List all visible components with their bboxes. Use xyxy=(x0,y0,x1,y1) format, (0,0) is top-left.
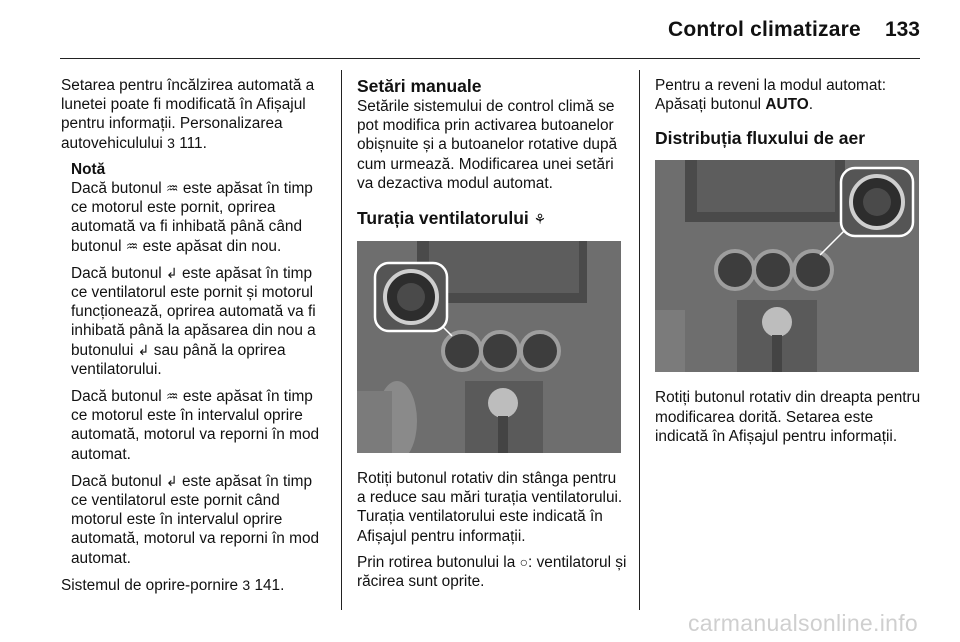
rear-window-defrost-icon: ♒ xyxy=(165,388,179,405)
air-recirculation-icon: ↲ xyxy=(165,472,178,489)
rear-window-defrost-icon: ♒ xyxy=(165,180,179,197)
air-recirculation-icon: ↲ xyxy=(137,341,150,358)
note-paragraph: Dacă butonul ↲ este apăsat în timp ce ventilatorul este pornit când motorul este în intervalul oprire automată, motorul va reporni în mod automat. xyxy=(71,472,320,567)
page-title: Control climatizare xyxy=(668,18,861,41)
paragraph: Rotiți butonul rotativ din dreapta pentru modificarea dorită. Setarea este indicată în Afișajul pentru informații. xyxy=(655,389,921,445)
paragraph: Setarea pentru încălzirea automată a lunetei poate fi modificată în Afișajul pentru informații. Personalizarea autovehiculului 3 111. xyxy=(61,77,315,152)
column-divider xyxy=(341,70,342,610)
off-circle-icon: ○ xyxy=(519,553,529,570)
dashboard-illustration xyxy=(357,241,621,453)
fan-icon: ⚘ xyxy=(533,211,547,228)
page-number: 133 xyxy=(884,18,920,41)
column-middle xyxy=(357,76,627,598)
paragraph: Rotiți butonul rotativ din stânga pentru a reduce sau mări turația ventilatorului. Turația ventilatorului este indicată în Afișajul pentru informații. xyxy=(357,470,623,545)
rear-window-defrost-icon: ♒ xyxy=(125,237,139,254)
reference-arrow-icon: 3 xyxy=(167,134,175,151)
column-left xyxy=(61,76,327,602)
paragraph: Prin rotirea butonului la ○: ventilatorul și răcirea sunt oprite. xyxy=(357,553,627,591)
climate-control-photo-right xyxy=(655,160,919,372)
subsection-heading: Distribuția fluxului de aer xyxy=(655,128,866,149)
paragraph: Sistemul de oprire-pornire 3 141. xyxy=(61,576,285,594)
paragraph: Pentru a reveni la modul automat: Apăsați butonul AUTO. xyxy=(655,77,886,114)
watermark: carmanualsonline.info xyxy=(687,610,918,636)
climate-control-photo-left xyxy=(357,241,621,453)
reference-arrow-icon: 3 xyxy=(242,576,251,593)
note-paragraph: Dacă butonul ↲ este apăsat în timp ce ventilatorul este pornit și motorul funcționează, oprirea automată va fi inhibată până la apăsarea din nou a butonului ↲ sau până la oprirea ventilatorului. xyxy=(71,264,316,378)
section-heading: Setări manuale xyxy=(357,76,482,96)
note-box xyxy=(71,160,327,568)
dashboard-illustration xyxy=(655,160,919,372)
column-divider xyxy=(639,70,640,610)
subsection-heading: Turația ventilatorului ⚘ xyxy=(357,208,547,229)
column-right xyxy=(655,76,923,453)
note-title: Notă xyxy=(71,160,106,178)
paragraph: Setările sistemului de control climă se pot modifica prin activarea butoanelor obișnuite și a butoanelor rotative după cum urmează. Modificarea unei setări va dezactiva modul automat. xyxy=(357,98,618,192)
header-rule xyxy=(60,58,920,59)
note-paragraph: Dacă butonul ♒ este apăsat în timp ce motorul este pornit, oprirea automată va fi inhibată până când butonul ♒ este apăsat din nou. xyxy=(71,180,313,255)
auto-label: AUTO xyxy=(765,96,809,114)
air-recirculation-icon: ↲ xyxy=(165,264,178,281)
note-paragraph: Dacă butonul ♒ este apăsat în timp ce motorul este în intervalul oprire automată, motorul va reporni în mod automat. xyxy=(71,388,320,463)
